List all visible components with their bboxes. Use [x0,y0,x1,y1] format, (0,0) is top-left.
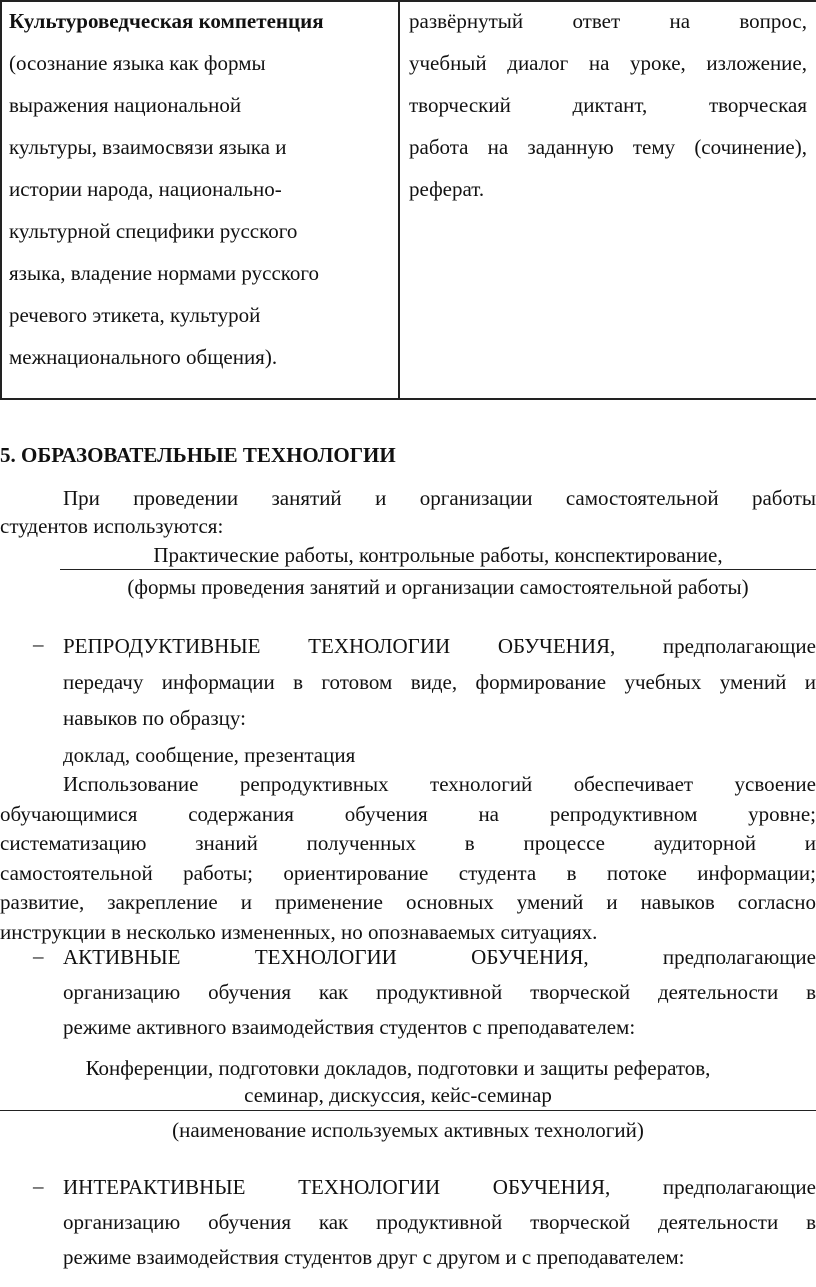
intro-line: При проведении занятий и организации самостоятельной работы [63,486,816,510]
forms-line: работа на заданную тему (сочинение), [409,135,807,159]
bullet-dash: – [33,632,44,656]
competence-table [0,0,816,400]
forms-line: развёрнутый ответ на вопрос, [409,9,807,33]
reproductive-line: РЕПРОДУКТИВНЫЕ ТЕХНОЛОГИИ ОБУЧЕНИЯ, предполагающие [63,634,816,658]
bullet-dash: – [33,944,44,968]
forms-caption: (формы проведения занятий и организации самостоятельной работы) [127,575,749,599]
bullet-dash: – [33,1174,44,1198]
description-line: инструкции в несколько измененных, но опознаваемых ситуациях. [0,919,598,944]
active-value-line: Конференции, подготовки докладов, подготовки и защиты рефератов, [85,1056,711,1080]
description-line: самостоятельной работы; ориентирование студента в потоке информации; [0,860,816,885]
interactive-paragraph [63,1170,816,1275]
reproductive-description [0,770,816,947]
active-paragraph [63,940,816,1045]
reproductive-line: передачу информации в готовом виде, формирование учебных умений и [63,670,816,694]
active-caption: (наименование используемых активных технологий) [172,1118,644,1142]
forms-line: реферат. [409,177,485,201]
table-border-bottom [0,398,816,400]
section-heading: 5. ОБРАЗОВАТЕЛЬНЫЕ ТЕХНОЛОГИИ [0,443,396,467]
table-cell-forms [409,0,807,210]
active-technologies-value [0,1055,816,1109]
forms-underline [60,569,816,570]
active-line: АКТИВНЫЕ ТЕХНОЛОГИИ ОБУЧЕНИЯ, предполагающие [63,945,816,969]
forms-line: учебный диалог на уроке, изложение, [409,51,807,75]
description-line: Использование репродуктивных технологий обеспечивает усвоение [63,772,816,796]
active-underline [0,1110,816,1111]
interactive-line: режиме взаимодействия студентов друг с другом и с преподавателем: [63,1245,685,1269]
competence-line: культурной специфики русского [9,219,298,243]
active-line: организацию обучения как продуктивной творческой деятельности в [63,980,816,1004]
table-cell-competence [9,0,391,378]
competence-line: языка, владение нормами русского [9,261,320,285]
forms-value: Практические работы, контрольные работы, конспектирование, [153,543,723,567]
reproductive-paragraph [63,628,816,736]
reproductive-line: навыков по образцу: [63,706,246,730]
competence-title: Культуроведческая компетенция [9,9,324,33]
intro-line: студентов используются: [0,514,224,538]
table-border-left [0,0,2,400]
competence-line: (осознание языка как формы [9,51,266,75]
competence-line: истории народа, национально- [9,177,282,201]
interactive-line: организацию обучения как продуктивной творческой деятельности в [63,1210,816,1234]
description-line: обучающимися содержания обучения на репродуктивном уровне; [0,801,816,826]
active-line: режиме активного взаимодействия студентов с преподавателем: [63,1015,636,1039]
competence-line: выражения национальной [9,93,242,117]
active-value-line: семинар, дискуссия, кейс-семинар [244,1083,552,1107]
description-line: систематизацию знаний полученных в процессе аудиторной и [0,831,816,855]
competence-line: речевого этикета, культурой [9,303,261,327]
competence-line: культуры, взаимосвязи языка и [9,135,287,159]
interactive-line: ИНТЕРАКТИВНЫЕ ТЕХНОЛОГИИ ОБУЧЕНИЯ, предполагающие [63,1175,816,1199]
description-line: развитие, закрепление и применение основных умений и навыков согласно [0,890,816,914]
competence-line: межнационального общения). [9,345,278,369]
forms-line: творческий диктант, творческая [409,93,807,117]
reproductive-items: доклад, сообщение, презентация [63,743,356,767]
table-border-middle [398,0,400,400]
intro-paragraph [0,484,816,540]
